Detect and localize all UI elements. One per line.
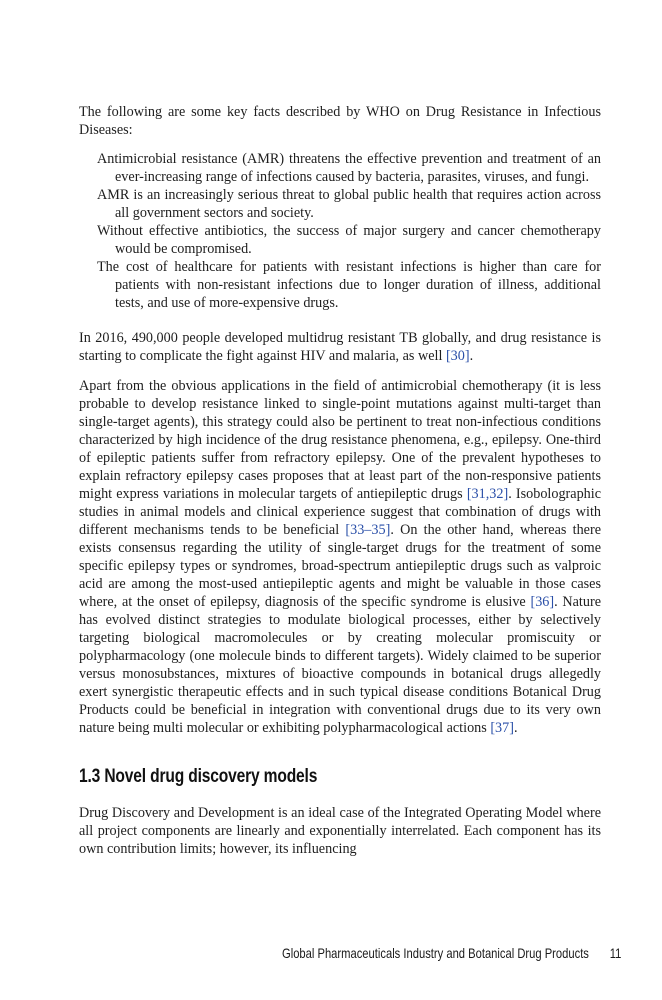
running-title: Global Pharmaceuticals Industry and Botanical Drug Products bbox=[282, 945, 589, 961]
section-heading: 1.3 Novel drug discovery models bbox=[79, 766, 318, 787]
paragraph-text: . Isobolographic studies in animal models and clinical experience suggest that combination of drugs with different mechanisms tends to be beneficial bbox=[79, 486, 601, 538]
paragraph-text: . bbox=[513, 720, 518, 736]
paragraph-text: . Nature has evolved distinct strategies to modulate biological processes, either by selectively targeting biological macromolecules or by creating molecular promiscuity or polypharmacology (one molecule binds to different targets). Widely claimed to be superior versus monosubstances, mixtures of bioactive compounds in botanical drugs allegedly exert synergistic therapeutic effects and in such typical disease conditions Botanical Drug Products could be beneficial in integration with conventional drugs due to its very own nature being multi molecular or exhibiting polypharmacological actions bbox=[79, 594, 601, 736]
drug-discovery-paragraph: Drug Discovery and Development is an ideal case of the Integrated Operating Model where all project components are linearly and exponentially interrelated. Each component has its own contribution limits; however, its influencing bbox=[79, 805, 601, 857]
paragraph-text: . On the other hand, whereas there exists consensus regarding the utility of single-target drugs for the treatment of some specific epilepsy types or syndromes, broad-spectrum antiepileptic drugs such as valproic acid are among the most-used antiepileptic agents and might be valuable in those cases where, at the onset of epilepsy, diagnosis of the specific syndrome is elusive bbox=[79, 522, 601, 610]
paragraph-text: Apart from the obvious applications in the field of antimicrobial chemotherapy (it is less probable to develop resistance linked to single-point mutations against multi-target than single-target agents), this strategy could also be pertinent to treat non-infectious conditions characterized by high incidence of the drug resistance phenomena, e.g., epilepsy. One-third of epileptic patients suffer from refractory epilepsy. One of the prevalent hypotheses to explain refractory epilepsy cases proposes that at least part of the non-responsive patients might express variations in molecular targets of antiepileptic drugs bbox=[79, 378, 601, 502]
page-footer bbox=[282, 945, 622, 961]
epilepsy-paragraph bbox=[79, 377, 601, 737]
paragraph-text: In 2016, 490,000 people developed multidrug resistant TB globally, and drug resistance is starting to complicate the fight against HIV and malaria, as well bbox=[79, 330, 601, 364]
list-item: The cost of healthcare for patients with resistant infections is higher than care for patients with non-resistant infections due to longer duration of illness, additional tests, and use of more-expensive drugs. bbox=[97, 259, 601, 311]
page-body bbox=[79, 103, 601, 858]
list-item: Antimicrobial resistance (AMR) threatens the effective prevention and treatment of an ever-increasing range of infections caused by bacteria, parasites, viruses, and fungi. bbox=[97, 151, 601, 185]
intro-paragraph: The following are some key facts described by WHO on Drug Resistance in Infectious Diseases: bbox=[79, 104, 601, 138]
list-item: AMR is an increasingly serious threat to global public health that requires action across all government sectors and society. bbox=[97, 187, 601, 221]
citation-link[interactable]: [33–35] bbox=[345, 522, 391, 538]
who-facts-list bbox=[97, 150, 601, 312]
citation-link[interactable]: [37] bbox=[490, 720, 514, 736]
citation-link[interactable]: [36] bbox=[530, 594, 555, 610]
tb-paragraph bbox=[79, 329, 601, 365]
page-number: 11 bbox=[609, 945, 622, 961]
paragraph-text: . bbox=[469, 348, 474, 364]
citation-link[interactable]: [30] bbox=[445, 348, 470, 364]
list-item: Without effective antibiotics, the success of major surgery and cancer chemotherapy would be compromised. bbox=[97, 223, 601, 257]
citation-link[interactable]: [31,32] bbox=[466, 486, 509, 502]
